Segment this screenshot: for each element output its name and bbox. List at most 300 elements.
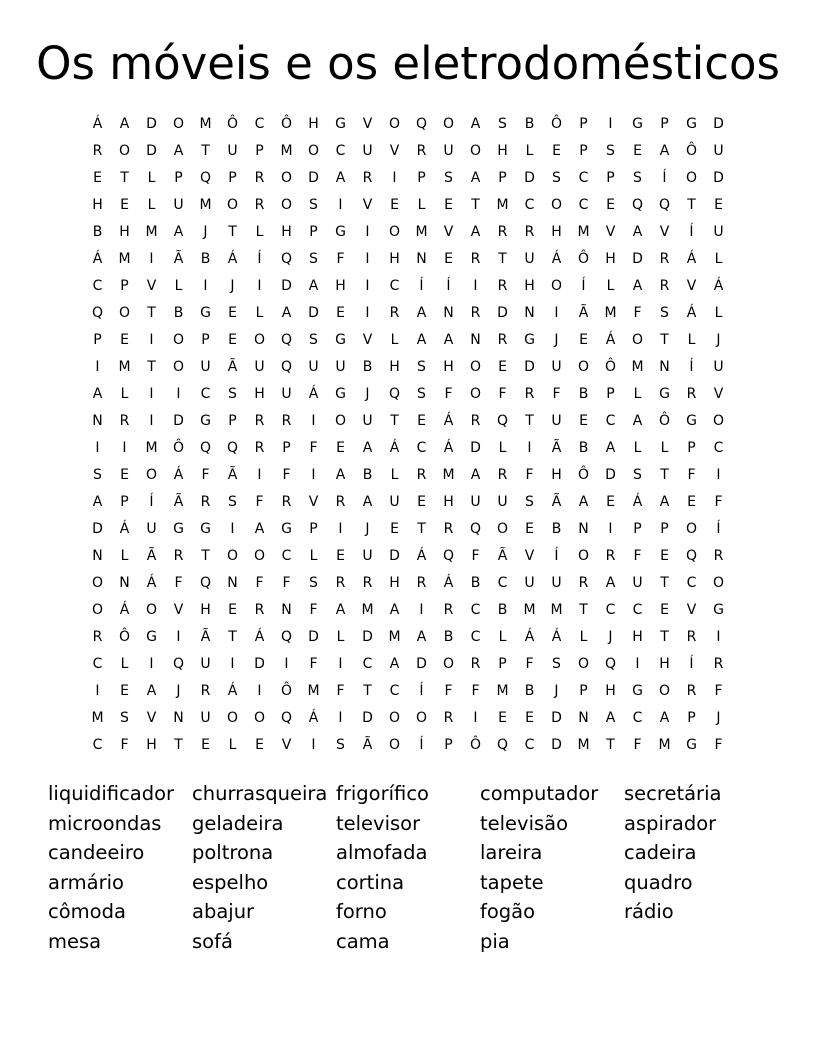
grid-letter: V	[524, 547, 535, 564]
grid-letter: Ô	[118, 628, 131, 645]
grid-letter: C	[632, 601, 643, 618]
grid-letter: R	[254, 169, 265, 186]
grid-letter: E	[660, 547, 669, 564]
grid-letter: A	[173, 142, 184, 159]
grid-letter: B	[578, 385, 589, 402]
grid-letter: B	[362, 466, 373, 483]
grid-letter: A	[605, 709, 616, 726]
grid-letter: L	[525, 142, 534, 159]
grid-letter: I	[95, 358, 100, 375]
grid-letter: I	[473, 277, 478, 294]
grid-letter: O	[334, 412, 347, 429]
grid-letter: A	[92, 493, 103, 510]
grid-letter: O	[253, 547, 266, 564]
grid-letter: Q	[199, 169, 212, 186]
grid-letter: Á	[551, 250, 562, 267]
grid-letter: R	[497, 277, 508, 294]
word-list-item: cama	[336, 929, 390, 953]
grid-letter: F	[687, 466, 696, 483]
grid-letter: P	[606, 169, 615, 186]
grid-letter: Ã	[227, 466, 238, 483]
grid-letter: E	[633, 142, 642, 159]
grid-letter: Ô	[550, 115, 563, 132]
grid-letter: T	[660, 574, 669, 591]
grid-letter: E	[255, 736, 264, 753]
grid-letter: Ô	[280, 115, 293, 132]
grid-letter: C	[470, 601, 481, 618]
grid-letter: U	[551, 358, 562, 375]
grid-letter: Ã	[146, 547, 157, 564]
grid-letter: Q	[280, 250, 293, 267]
grid-letter: A	[470, 169, 481, 186]
grid-letter: O	[577, 358, 590, 375]
grid-letter: M	[631, 358, 644, 375]
grid-letter: H	[335, 277, 346, 294]
grid-letter: Á	[146, 574, 157, 591]
grid-letter: Á	[92, 115, 103, 132]
grid-letter: O	[469, 142, 482, 159]
grid-letter: Í	[581, 277, 586, 294]
grid-letter: I	[716, 628, 721, 645]
grid-letter: Í	[446, 277, 451, 294]
grid-letter: Q	[199, 439, 212, 456]
grid-letter: Á	[443, 439, 454, 456]
grid-letter: S	[633, 466, 642, 483]
grid-letter: L	[606, 277, 615, 294]
grid-letter: Q	[604, 655, 617, 672]
grid-letter: B	[362, 358, 373, 375]
grid-letter: M	[199, 115, 212, 132]
grid-letter: Á	[389, 439, 400, 456]
grid-letter: L	[660, 439, 669, 456]
grid-letter: T	[579, 601, 588, 618]
grid-letter: R	[254, 601, 265, 618]
grid-letter: Ã	[227, 358, 238, 375]
grid-letter: R	[443, 709, 454, 726]
grid-letter: F	[633, 736, 642, 753]
grid-letter: E	[228, 601, 237, 618]
grid-letter: R	[659, 250, 670, 267]
grid-letter: E	[336, 439, 345, 456]
grid-letter: O	[307, 142, 320, 159]
grid-letter: F	[633, 547, 642, 564]
grid-letter: D	[146, 142, 157, 159]
grid-letter: L	[309, 547, 318, 564]
word-list-item: rádio	[624, 900, 674, 924]
grid-letter: D	[173, 412, 184, 429]
grid-letter: C	[713, 439, 724, 456]
grid-letter: O	[172, 358, 185, 375]
grid-letter: A	[632, 412, 643, 429]
grid-letter: Á	[632, 493, 643, 510]
grid-letter: U	[173, 196, 184, 213]
grid-letter: O	[442, 655, 455, 672]
grid-letter: I	[176, 385, 181, 402]
grid-letter: U	[632, 574, 643, 591]
grid-letter: Ô	[280, 682, 293, 699]
grid-letter: F	[525, 466, 534, 483]
grid-letter: S	[309, 331, 318, 348]
grid-letter: R	[362, 574, 373, 591]
grid-letter: A	[119, 115, 130, 132]
grid-letter: T	[525, 412, 534, 429]
grid-letter: A	[632, 223, 643, 240]
grid-letter: D	[308, 304, 319, 321]
grid-letter: R	[200, 493, 211, 510]
grid-letter: V	[443, 223, 454, 240]
grid-letter: V	[659, 223, 670, 240]
grid-letter: T	[147, 304, 156, 321]
grid-letter: A	[416, 304, 427, 321]
grid-letter: V	[362, 196, 373, 213]
grid-letter: Ã	[362, 736, 373, 753]
grid-letter: A	[470, 115, 481, 132]
grid-letter: O	[145, 466, 158, 483]
grid-letter: M	[415, 223, 428, 240]
grid-letter: M	[145, 223, 158, 240]
grid-letter: I	[230, 520, 235, 537]
grid-letter: M	[388, 628, 401, 645]
word-list-item: candeeiro	[48, 841, 145, 865]
grid-letter: I	[149, 385, 154, 402]
grid-letter: E	[687, 493, 696, 510]
grid-letter: A	[389, 601, 400, 618]
grid-letter: C	[92, 736, 103, 753]
grid-letter: B	[173, 304, 184, 321]
grid-letter: O	[118, 304, 131, 321]
grid-letter: Á	[416, 547, 427, 564]
grid-letter: C	[578, 196, 589, 213]
grid-letter: H	[551, 223, 562, 240]
grid-letter: S	[417, 358, 426, 375]
grid-letter: U	[713, 223, 724, 240]
grid-letter: I	[527, 439, 532, 456]
grid-letter: U	[443, 142, 454, 159]
grid-letter: T	[417, 520, 426, 537]
grid-letter: I	[365, 250, 370, 267]
grid-letter: E	[201, 736, 210, 753]
grid-letter: G	[335, 331, 346, 348]
grid-letter: E	[525, 520, 534, 537]
grid-letter: E	[390, 520, 399, 537]
grid-letter: L	[633, 385, 642, 402]
grid-letter: I	[338, 196, 343, 213]
grid-letter: C	[605, 412, 616, 429]
grid-letter: J	[176, 682, 181, 699]
grid-letter: V	[389, 142, 400, 159]
grid-letter: Í	[419, 682, 424, 699]
grid-letter: Ô	[577, 250, 590, 267]
grid-letter: L	[714, 250, 723, 267]
grid-letter: S	[525, 493, 534, 510]
word-list-item: cadeira	[624, 841, 697, 865]
grid-letter: V	[146, 709, 157, 726]
grid-letter: Q	[496, 736, 509, 753]
grid-letter: Á	[524, 628, 535, 645]
grid-letter: Á	[92, 250, 103, 267]
grid-letter: P	[120, 277, 129, 294]
grid-letter: L	[714, 304, 723, 321]
word-list-item: cortina	[336, 870, 405, 894]
grid-letter: C	[254, 115, 265, 132]
grid-letter: R	[524, 223, 535, 240]
grid-letter: G	[686, 115, 697, 132]
grid-letter: F	[309, 655, 318, 672]
grid-letter: O	[280, 196, 293, 213]
grid-letter: A	[470, 466, 481, 483]
word-list-item: sofá	[192, 929, 233, 953]
grid-letter: N	[92, 412, 103, 429]
grid-letter: O	[253, 709, 266, 726]
word-list-item: almofada	[336, 841, 428, 865]
grid-letter: O	[712, 412, 725, 429]
grid-letter: N	[578, 520, 589, 537]
grid-letter: R	[173, 547, 184, 564]
grid-letter: C	[416, 439, 427, 456]
grid-letter: T	[201, 142, 210, 159]
grid-letter: Á	[308, 709, 319, 726]
grid-letter: P	[498, 655, 507, 672]
grid-letter: F	[255, 493, 264, 510]
word-list-item: microondas	[48, 811, 162, 835]
grid-letter: H	[524, 277, 535, 294]
grid-letter: C	[389, 682, 400, 699]
grid-letter: U	[524, 250, 535, 267]
grid-letter: S	[309, 196, 318, 213]
grid-letter: Ã	[173, 250, 184, 267]
grid-letter: U	[362, 142, 373, 159]
grid-letter: R	[92, 628, 103, 645]
grid-letter: F	[471, 547, 480, 564]
grid-letter: H	[605, 250, 616, 267]
grid-letter: C	[686, 574, 697, 591]
grid-letter: Á	[443, 412, 454, 429]
grid-letter: G	[713, 601, 724, 618]
word-list-item: secretária	[624, 782, 722, 805]
grid-letter: O	[550, 277, 563, 294]
grid-letter: A	[281, 304, 292, 321]
grid-letter: S	[552, 169, 561, 186]
grid-letter: B	[200, 250, 211, 267]
grid-letter: O	[550, 196, 563, 213]
grid-letter: O	[226, 547, 239, 564]
grid-letter: G	[659, 385, 670, 402]
grid-letter: J	[716, 331, 721, 348]
grid-letter: R	[416, 466, 427, 483]
grid-letter: A	[605, 439, 616, 456]
grid-letter: Q	[172, 655, 185, 672]
grid-letter: I	[608, 115, 613, 132]
grid-letter: Á	[443, 574, 454, 591]
grid-letter: B	[470, 574, 481, 591]
grid-letter: S	[309, 250, 318, 267]
grid-letter: C	[497, 574, 508, 591]
grid-letter: O	[415, 709, 428, 726]
grid-letter: Á	[686, 304, 697, 321]
grid-letter: A	[578, 493, 589, 510]
grid-letter: P	[579, 142, 588, 159]
grid-letter: N	[119, 574, 130, 591]
grid-letter: H	[119, 223, 130, 240]
grid-letter: Ã	[551, 493, 562, 510]
grid-letter: M	[658, 736, 671, 753]
grid-letter: O	[145, 601, 158, 618]
grid-letter: N	[416, 250, 427, 267]
grid-letter: L	[498, 628, 507, 645]
grid-letter: M	[604, 304, 617, 321]
grid-letter: A	[659, 709, 670, 726]
grid-letter: U	[227, 142, 238, 159]
grid-letter: Á	[227, 250, 238, 267]
grid-letter: I	[95, 682, 100, 699]
word-list-item: televisão	[480, 811, 569, 835]
grid-letter: C	[281, 547, 292, 564]
grid-letter: A	[146, 682, 157, 699]
grid-letter: L	[579, 628, 588, 645]
grid-letter: A	[92, 385, 103, 402]
grid-letter: I	[716, 466, 721, 483]
grid-letter: L	[498, 439, 507, 456]
grid-letter: O	[496, 520, 509, 537]
grid-letter: P	[660, 520, 669, 537]
word-list-item: abajur	[192, 900, 255, 924]
grid-letter: U	[713, 358, 724, 375]
grid-letter: O	[91, 574, 104, 591]
grid-letter: V	[173, 601, 184, 618]
grid-letter: V	[686, 601, 697, 618]
grid-letter: T	[201, 547, 210, 564]
grid-letter: Í	[149, 493, 154, 510]
grid-letter: Í	[419, 277, 424, 294]
grid-letter: B	[551, 520, 562, 537]
grid-letter: T	[120, 169, 129, 186]
grid-letter: Q	[442, 547, 455, 564]
grid-letter: Ã	[173, 493, 184, 510]
grid-letter: H	[389, 574, 400, 591]
grid-letter: C	[470, 628, 481, 645]
grid-letter: G	[173, 520, 184, 537]
grid-letter: E	[552, 142, 561, 159]
grid-letter: E	[525, 709, 534, 726]
grid-letter: D	[281, 277, 292, 294]
grid-letter: E	[228, 304, 237, 321]
grid-letter: M	[280, 142, 293, 159]
grid-letter: I	[392, 169, 397, 186]
word-list-item: quadro	[624, 870, 693, 894]
word-list-item: espelho	[192, 870, 269, 894]
grid-letter: O	[172, 331, 185, 348]
grid-letter: Í	[689, 655, 694, 672]
grid-letter: E	[120, 466, 129, 483]
grid-letter: E	[336, 304, 345, 321]
grid-letter: T	[228, 223, 237, 240]
grid-letter: P	[579, 682, 588, 699]
grid-letter: Ô	[577, 466, 590, 483]
grid-letter: S	[309, 574, 318, 591]
grid-letter: F	[282, 466, 291, 483]
grid-letter: C	[605, 601, 616, 618]
grid-letter: Á	[686, 250, 697, 267]
grid-letter: J	[203, 223, 208, 240]
grid-letter: R	[254, 439, 265, 456]
grid-letter: S	[633, 169, 642, 186]
grid-letter: S	[228, 385, 237, 402]
grid-letter: E	[120, 682, 129, 699]
grid-letter: N	[227, 574, 238, 591]
grid-letter: L	[255, 304, 264, 321]
grid-letter: D	[551, 736, 562, 753]
grid-letter: H	[605, 682, 616, 699]
grid-letter: E	[606, 196, 615, 213]
grid-letter: M	[307, 682, 320, 699]
grid-letter: A	[362, 493, 373, 510]
grid-letter: F	[255, 574, 264, 591]
grid-letter: R	[281, 412, 292, 429]
grid-letter: U	[254, 358, 265, 375]
grid-letter: R	[389, 304, 400, 321]
word-list-item: aspirador	[624, 811, 717, 835]
grid-letter: T	[174, 736, 183, 753]
grid-letter: E	[93, 169, 102, 186]
grid-letter: U	[551, 412, 562, 429]
grid-letter: V	[362, 331, 373, 348]
grid-letter: O	[712, 574, 725, 591]
grid-letter: B	[578, 439, 589, 456]
grid-letter: Ã	[551, 439, 562, 456]
grid-letter: D	[497, 304, 508, 321]
word-list-item: armário	[48, 870, 124, 894]
grid-letter: R	[578, 574, 589, 591]
grid-letter: R	[497, 223, 508, 240]
grid-letter: I	[149, 331, 154, 348]
grid-letter: E	[120, 331, 129, 348]
grid-letter: U	[335, 358, 346, 375]
grid-letter: I	[149, 250, 154, 267]
grid-letter: L	[255, 223, 264, 240]
grid-letter: S	[552, 655, 561, 672]
grid-letter: D	[713, 115, 724, 132]
grid-letter: E	[444, 250, 453, 267]
grid-letter: U	[389, 493, 400, 510]
grid-letter: O	[172, 115, 185, 132]
word-list-item: churrasqueira	[192, 782, 328, 805]
grid-letter: Q	[280, 709, 293, 726]
grid-letter: O	[577, 547, 590, 564]
grid-letter: D	[551, 709, 562, 726]
grid-letter: U	[146, 520, 157, 537]
grid-letter: C	[92, 655, 103, 672]
grid-letter: Q	[91, 304, 104, 321]
grid-letter: I	[257, 277, 262, 294]
grid-letter: J	[365, 520, 370, 537]
grid-letter: I	[635, 655, 640, 672]
grid-letter: T	[390, 412, 399, 429]
grid-letter: E	[228, 331, 237, 348]
grid-letter: I	[257, 682, 262, 699]
grid-letter: F	[282, 574, 291, 591]
grid-letter: L	[120, 655, 129, 672]
grid-letter: G	[632, 682, 643, 699]
grid-letter: H	[632, 628, 643, 645]
grid-letter: V	[362, 115, 373, 132]
grid-letter: D	[524, 358, 535, 375]
grid-letter: N	[281, 601, 292, 618]
grid-letter: Q	[658, 196, 671, 213]
grid-letter: I	[122, 439, 127, 456]
grid-letter: R	[470, 304, 481, 321]
grid-letter: R	[335, 493, 346, 510]
word-list-item: televisor	[336, 811, 421, 835]
